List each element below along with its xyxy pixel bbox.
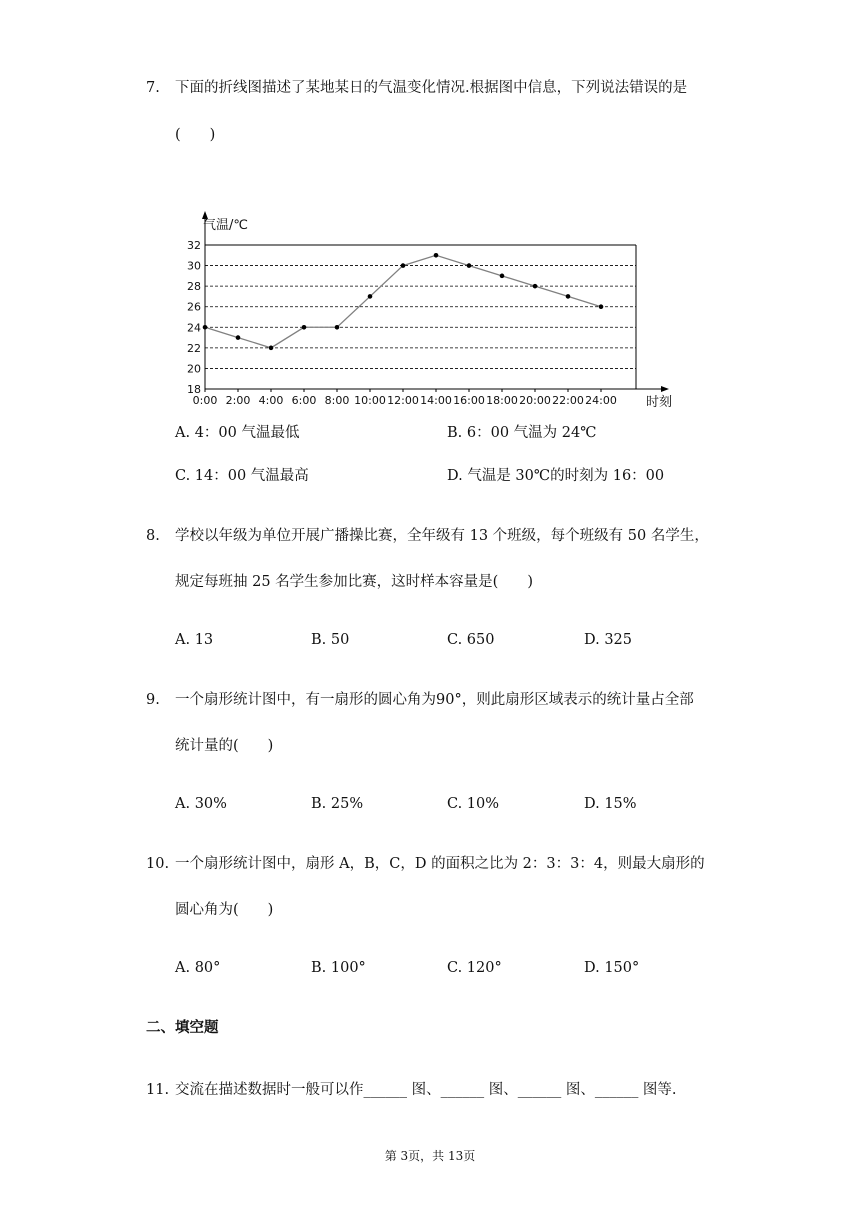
- data-point-16:00: [467, 263, 472, 268]
- x-tick-label-10: 20:00: [519, 394, 551, 407]
- y-tick-label-18: 18: [187, 383, 201, 396]
- y-axis-label: 气温/℃: [203, 218, 248, 233]
- x-tick-label-2: 4:00: [258, 394, 284, 407]
- q10-option-c: C. 120°: [447, 960, 502, 976]
- x-tick-label-1: 2:00: [225, 394, 251, 407]
- x-axis-label: 时刻: [646, 395, 673, 410]
- y-axis-ticks: [187, 239, 201, 396]
- question-7-number: 7.: [146, 80, 160, 96]
- x-tick-label-5: 10:00: [354, 394, 386, 407]
- question-10-line-2: 圆心角为( ): [175, 902, 274, 918]
- data-point-6:00: [302, 325, 307, 330]
- x-tick-label-9: 18:00: [486, 394, 518, 407]
- data-point-18:00: [500, 274, 505, 279]
- x-tick-label-4: 8:00: [324, 394, 350, 407]
- q7-option-c: C. 14：00 气温最高: [175, 468, 309, 484]
- q8-option-b: B. 50: [311, 632, 350, 648]
- data-point-10:00: [368, 294, 373, 299]
- question-10-line-1: 一个扇形统计图中，扇形 A，B，C，D 的面积之比为 2：3：3：4，则最大扇形的: [175, 856, 705, 872]
- temperature-series: [203, 253, 604, 350]
- q8-option-a: A. 13: [175, 632, 214, 648]
- question-8-number: 8.: [146, 528, 160, 544]
- data-point-14:00: [434, 253, 439, 258]
- x-tick-label-7: 14:00: [420, 394, 452, 407]
- x-tick-label-8: 16:00: [453, 394, 485, 407]
- section-heading-fill-in: 二、填空题: [146, 1019, 219, 1036]
- q7-option-d: D. 气温是 30℃的时刻为 16：00: [447, 468, 665, 484]
- y-tick-label-22: 22: [187, 341, 201, 355]
- data-point-2:00: [236, 335, 241, 340]
- q9-option-a: A. 30%: [175, 796, 227, 812]
- q8-option-c: C. 650: [447, 632, 495, 648]
- x-tick-label-6: 12:00: [387, 394, 419, 407]
- chart-axes: [202, 211, 669, 392]
- x-tick-label-3: 6:00: [291, 394, 317, 407]
- x-axis-arrow-icon: [661, 386, 669, 392]
- q9-option-d: D. 15%: [584, 796, 637, 812]
- q10-option-b: B. 100°: [311, 960, 366, 976]
- q8-option-d: D. 325: [584, 632, 633, 648]
- y-tick-label-28: 28: [187, 280, 201, 294]
- temperature-line-chart: [183, 207, 673, 417]
- x-tick-label-0: 0:00: [192, 394, 218, 407]
- page-footer: 第 3页，共 13页: [384, 1149, 476, 1163]
- question-7-answer-blank: ( ): [175, 127, 216, 143]
- question-10-number: 10.: [146, 856, 170, 872]
- temperature-line: [205, 255, 601, 348]
- y-tick-label-32: 32: [187, 239, 201, 252]
- question-9-line-1: 一个扇形统计图中，有一扇形的圆心角为90°，则此扇形区域表示的统计量占全部: [175, 692, 694, 708]
- y-tick-label-26: 26: [187, 300, 201, 314]
- q7-option-b: B. 6：00 气温为 24℃: [447, 425, 597, 441]
- q9-option-b: B. 25%: [311, 796, 364, 812]
- question-7-stem: 下面的折线图描述了某地某日的气温变化情况.根据图中信息，下列说法错误的是: [175, 80, 688, 96]
- question-8-line-1: 学校以年级为单位开展广播操比赛，全年级有 13 个班级，每个班级有 50 名学生，: [175, 528, 709, 544]
- question-9-number: 9.: [146, 692, 160, 708]
- data-point-4:00: [269, 346, 274, 351]
- data-point-22:00: [566, 294, 571, 299]
- question-9-line-2: 统计量的( ): [175, 738, 274, 754]
- q10-option-d: D. 150°: [584, 960, 640, 976]
- data-point-12:00: [401, 263, 406, 268]
- y-tick-label-20: 20: [187, 362, 201, 376]
- x-tick-label-12: 24:00: [585, 394, 617, 407]
- data-point-8:00: [335, 325, 340, 330]
- q7-option-a: A. 4：00 气温最低: [175, 425, 300, 441]
- data-point-0:00: [203, 325, 208, 330]
- y-tick-label-30: 30: [187, 259, 201, 273]
- q10-option-a: A. 80°: [175, 960, 221, 976]
- chart-gridlines: [205, 245, 636, 389]
- q9-option-c: C. 10%: [447, 796, 500, 812]
- question-11-number: 11.: [146, 1082, 170, 1098]
- question-8-line-2: 规定每班抽 25 名学生参加比赛，这时样本容量是( ): [175, 574, 533, 590]
- data-point-24:00: [599, 304, 604, 309]
- x-tick-label-11: 22:00: [552, 394, 584, 407]
- x-axis-ticks: [193, 389, 617, 407]
- data-point-20:00: [533, 284, 538, 289]
- y-tick-label-24: 24: [187, 321, 201, 335]
- question-11-text: 交流在描述数据时一般可以作______ 图、______ 图、______ 图、______ 图等.: [175, 1082, 677, 1098]
